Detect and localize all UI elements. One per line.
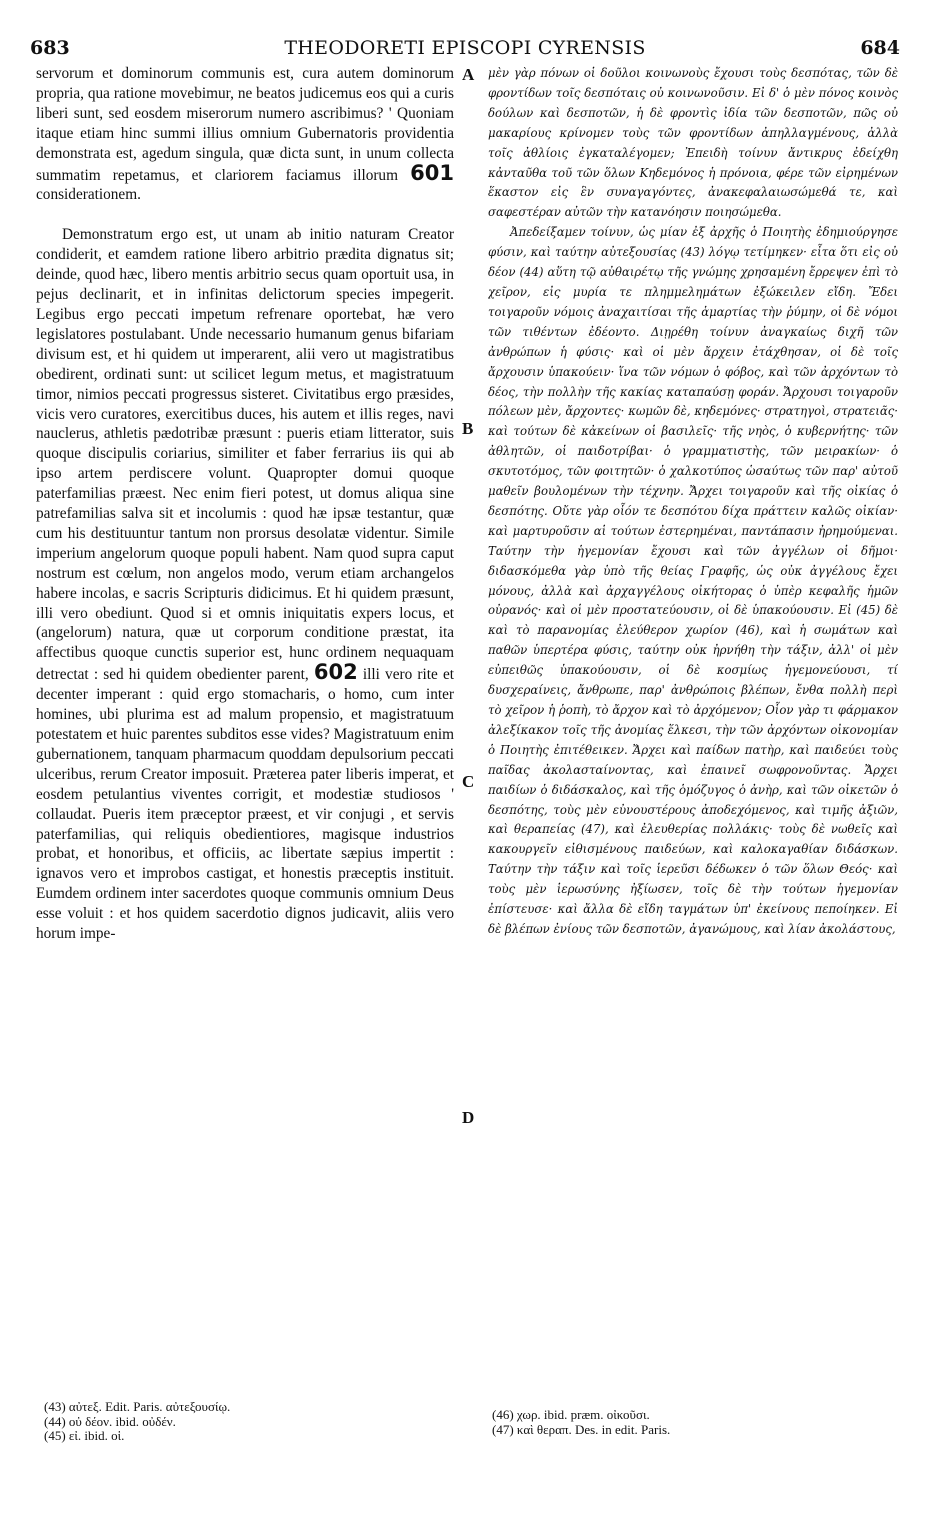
latin-column — [36, 64, 454, 1394]
latin-paragraph — [36, 64, 454, 205]
column-marker: 602 — [313, 660, 358, 685]
latin-text: illi vero rite et decenter imperant : quid ergo stomacharis, o homo, cum inter homines, ubi plurima est ad malum propensio, et magistratuum potestatem et huic parentes subditos esse vides? Magistratuum enim gubernationem, tanquam pharmacum quoddam depulsorium peccati ulceribus, rerum Creator imposuit. Præterea pater liberis imperat, et eosdem petulantius viventes corrigit, et modestiæ studiosos ' collaudat. Pueris item præceptor præest, et vir conjugi , et servis paterfamilias, qui reliquis obedientiores, magisque industrios probat, et honoribus, et officiis, ac libertate sæpius impertit : ignavos vero et improbos castigat, et honestis præceptis instituit. Eumdem ordinem inter sacerdotes quoque communis omnium Deus esse voluit : et hos quidem sacerdotio dignos judicavit, aliis vero horum impe- — [36, 666, 454, 943]
footnote: (45) εἰ. ibid. οἱ. — [44, 1428, 125, 1443]
footnotes-left — [44, 1400, 464, 1444]
footnotes-right — [492, 1408, 902, 1437]
footnote: (43) αὐτεξ. Edit. Paris. αὐτεξουσίῳ. — [44, 1399, 231, 1414]
latin-paragraph — [36, 225, 454, 944]
section-letter-d: D — [462, 1108, 475, 1127]
column-marker: 601 — [410, 160, 454, 185]
greek-column — [488, 64, 898, 1394]
page-number-right: 684 — [860, 37, 900, 59]
footnote: (47) καὶ θεραπ. Des. in edit. Paris. — [492, 1421, 671, 1437]
page-header — [30, 36, 900, 60]
greek-paragraph: Ἀπεδείξαμεν τοίνυν, ὡς μίαν ἐξ ἀρχῆς ὁ Ποιητὴς ἐδημιούργησε φύσιν, καὶ ταύτην αὐτεξουσίας (43) λόγῳ τετίμηκεν· εἶτα ὅτι εἰς οὐ δέον (44) αὕτη τῷ αὐθαιρέτῳ τῆς γνώμης χρησαμένη ἔρρεψεν ἐπὶ τὸ χεῖρον, εἰς μυρία τε πλημμελημάτων ἐξώκειλεν εἴδη. Ἔδει τοιγαροῦν νόμοις ἀναχαιτίσαι τῆς ἁμαρτίας τὴν ῥύμην, οἱ δὲ νόμοι τῶν τιθέντων ἐδέοντο. Διῃρέθη τοίνυν ἀναγκαίως διχῆ τῶν ἀνθρώπων ἡ φύσις· καὶ οἱ μὲν ἄρχειν ἐτάχθησαν, οἱ δὲ τοῖς ἄρχουσιν ὑπακούειν· ἵνα τῶν νόμων ὁ φόβος, καὶ τῶν ἀρχόντων τὸ δέος, τὴν πολλὴν τῆς κακίας καταπαύσῃ φοράν. Ἄρχουσι τοιγαροῦν πόλεων μὲν, ἄρχοντες· κωμῶν δὲ, κηδεμόνες· στρατηγοὶ, στρατειᾶς· καὶ τούτων δὲ κἀκείνων οἱ βασιλεῖς· τῆς νηὸς, ὁ κυβερνήτης· τῶν ἀθλητῶν, οἱ παιδοτρίβαι· ὁ γραμματιστὴς, τῶν μειρακίων· ὁ σκυτοτόμος, τῶν φοιτητῶν· ὁ χαλκοτύπος ὡσαύτως τῶν παρ' αὐτοῦ μαθεῖν βουλομένων τὴν τέχνην. Ἄρχει τοιγαροῦν καὶ τῆς οἰκίας ὁ δεσπότης. Οὔτε γὰρ οἷόν τε δεσπότου δίχα πράττειν καλῶς οἰκίαν· καὶ μαρτυροῦσιν αἱ τούτων ἐστερημέναι, παντάπασιν ἠρημούμεναι. Ταύτην τὴν ἡγεμονίαν ἔχουσι καὶ τῶν ἀγγέλων οἱ δῆμοι· διδασκόμεθα γὰρ ὑπὸ τῆς θείας Γραφῆς, ὡς οὐκ ἀγγέλους ἔχει μόνους, ἀλλὰ καὶ ἀρχαγγέλους οἰκήτορας ὁ ὑπὲρ κεφαλῆς ἡμῶν οὐρανός· καὶ οἱ μὲν προστατεύουσιν, οἱ δὲ ὑπακούουσιν. Εἰ (45) δὲ καὶ τὸ παρανομίας ἐλεύθερον χωρίον (46), καὶ ἡ σωμάτων καὶ παθῶν ὑπερτέρα φύσις, ταύτην οὐκ ἠρνήθη τὴν τάξιν, ἀλλ' οἱ μὲν εὐπειθῶς ὑπακούουσιν, οἱ δὲ κοσμίως ἡγεμονεύουσι, τί δυσχεραίνεις, ἄνθρωπε, παρ' ἀνθρώποις βλέπων, ἔνθα πολλὴ περὶ τὸ χεῖρον ἡ ῥοπὴ, τὸ ἄρχον καὶ τὸ ἀρχόμενον; Οἷον γὰρ τι φάρμακον ἀλεξίκακον τοῖς τῆς ἀνομίας ἕλκεσι, τὴν τῶν ἀρχόντων οἰκονομίαν ὁ Ποιητὴς ἐπιτέθεικεν. Ἄρχει καὶ παίδων πατὴρ, καὶ παιδεύει τοὺς παῖδας ἀκολασταίνοντας, καὶ ἐπαινεῖ σωφρονοῦντας. Ἄρχει παιδίων ὁ διδάσκαλος, καὶ τῆς ὁμόζυγος ὁ ἀνὴρ, καὶ τῶν οἰκετῶν ὁ δεσπότης, τοὺς μὲν εὐνουστέρους ἀποδεχόμενος, καὶ τιμῆς ἀξιῶν, καὶ θεραπείας (47), καὶ ἐλευθερίας πολλάκις· τοὺς δὲ νωθεῖς καὶ κακουργεῖν εἰθισμένους παιδεύων, καὶ καλοκαγαθίαν διδάσκων. Ταύτην τὴν τάξιν καὶ τοῖς ἱερεῦσι δέδωκεν ὁ τῶν ὅλων Θεός· καὶ τοὺς μὲν ἱερωσύνης ἠξίωσεν, τοῖς δὲ τὴν τούτων ἡγεμονίαν ἐπίστευσε· καὶ ἄλλα δὲ εἴδη ταγμάτων ὑπ' ἐκείνους πεποίηκεν. Εἰ δὲ βλέπων ἐνίους τῶν δεσποτῶν, ἀγανώμους, καὶ λίαν ἀκολάστους, — [488, 225, 898, 936]
latin-text: considerationem. — [36, 186, 141, 204]
section-letter-c: C — [462, 772, 475, 791]
latin-text: Demonstratum ergo est, ut unam ab initio naturam Creator condiderit, et eamdem ratione libero arbitrio prædita dignatus sit; deinde, quod hæc, libero mentis arbitrio secus quam oportuit usa, in pejus declinarit, et in infinitas delictorum species impegerit. Legibus ergo peccati impetum refrenare oportebat, hæ vero legislatores postulabant. Unde necessario humanum genus bifariam divisum est, et hi quidem ut imperarent, alii vero ut magistratibus obedirent, ordinati sunt: ut scilicet legum metus, et magistratuum timor, nimios peccati progressus sisteret. Civitatibus ergo præsides, vicis vero curatores, exercitibus duces, his autem et illis reges, navi nauclerus, athletis pædotribæ præsunt : pueris etiam litterator, suis quoque discipulis coriarius, similiter et faber ferrarius iis qui ab ipso artem perdiscere volunt. Quapropter domui quoque paterfamilias præest. Nec enim fieri potest, ut domus aliqua sine patrefamilias salva sit et incolumis : quod hæ ipsæ testantur, quæ cum his destituuntur tantum non prorsus desolatæ videntur. Simile imperium angelorum quoque populi habent. Nam quod supra caput nostrum est cœlum, non angelos modo, verum etiam archangelos habere incolas, e sacris Scripturis didicimus. Et hi quidem præsunt, illi vero obediunt. Quod si et omnis iniquitatis expers locus, et (angelorum) natura, quæ ut corporum conditione præstat, ita affectibus quoque cunctis superior est, hunc ordinem nequaquam detrectat : sed hi quidem obedienter parent, — [36, 226, 454, 684]
page-number-left: 683 — [30, 37, 70, 59]
greek-paragraph: μὲν γὰρ πόνων οἱ δοῦλοι κοινωνοὺς ἔχουσι τοὺς δεσπότας, τῶν δὲ φροντίδων τοῖς δεσπόταις οὐ κοινωνοῦσιν. Εἰ δ' ὁ μὲν πόνος κοινὸς δούλων καὶ δεσποτῶν, ἡ δὲ φροντὶς ἰδία τῶν δεσποτῶν, πῶς οὐ μακαρίους κρίνομεν τοὺς τῶν φροντίδων ἀπηλλαγμένους, ἀλλὰ τοῖς ἀθλίοις ἐγκαταλέγομεν; Ἐπειδὴ τοίνυν ἄντικρυς ἐδείχθη κἀνταῦθα τοῦ τῶν ὅλων Κηδεμόνος ἡ πρόνοια, φέρε τῶν εἰρημένων ἕκαστον εἰς ἓν συναγαγόντες, ἀνακεφαλαιωσώμεθά τε, καὶ σαφεστέραν αὐτῶν τὴν κατανόησιν ποιησώμεθα. — [488, 66, 898, 220]
running-title: THEODORETI EPISCOPI CYRENSIS — [284, 37, 646, 59]
latin-text: servorum et dominorum communis est, cura autem dominorum propria, qua ratione movebimur, ne beatos judicemus eos qui a curis liberi sunt, sed eosdem miserorum numero ascribimus? ' Quoniam itaque etiam hinc summi illius omnium Gubernatoris providentia demonstrata est, agedum singula, quæ dicta sunt, in unum collecta summatim repetamus, et clariorem faciamus illorum — [36, 65, 454, 184]
section-letter-b: B — [462, 419, 474, 438]
footnote: (44) οὐ δέον. ibid. οὐδέν. — [44, 1413, 176, 1429]
section-letter-a: A — [462, 65, 475, 84]
footnote: (46) χωρ. ibid. præm. οἰκοῦσι. — [492, 1407, 650, 1422]
